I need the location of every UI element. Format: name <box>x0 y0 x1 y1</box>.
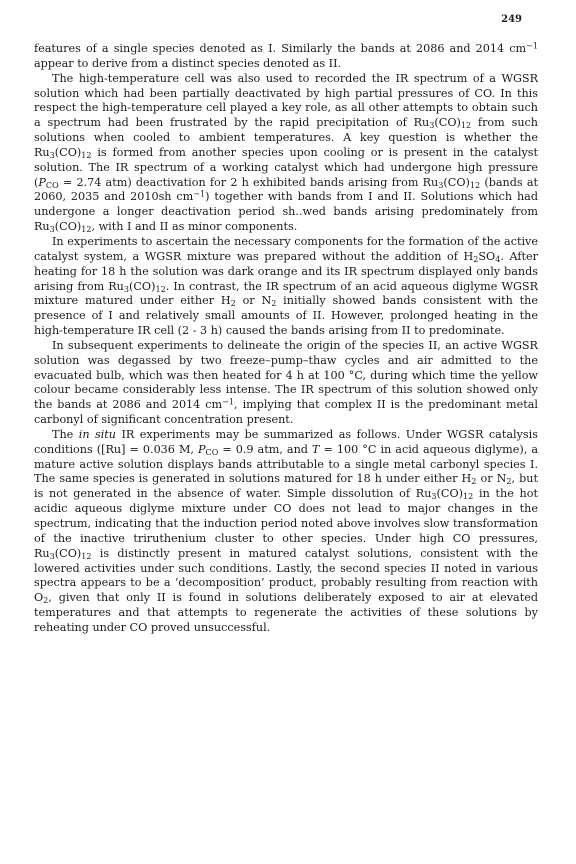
inline-subscript: 12 <box>469 180 481 190</box>
inline-subscript: 2 <box>506 477 512 487</box>
paragraph-3: In experiments to ascertain the necessary components for the formation of the active catalyst system, a WGSR mixture was prepared without the addition of $H_2SO_4$. After heating for 18 h the solution was dark orange and its IR spectrum displayed only bands arising from $Ru_3(CO)_{12}$. In contrast, the IR spectrum of an acid aqueous diglyme WGSR mixture matured under either $H_2$ or $N_2$ initially showed bands consistent with the presence of I and relatively small amounts of II. However, prolonged heating in the high-temperature IR cell (2 - 3 h) caused the bands arising from II to predominate. <box>34 234 538 338</box>
inline-subscript: CO <box>45 180 59 190</box>
inline-subscript: 12 <box>460 121 472 131</box>
inline-subscript: 12 <box>81 225 92 235</box>
inline-superscript: −1 <box>222 397 235 407</box>
inline-subscript: 12 <box>155 284 166 294</box>
inline-subscript: 3 <box>431 492 437 502</box>
paragraph-4: In subsequent experiments to delineate the origin of the species II, an active WGSR solution was degassed by two freeze–pump–thaw cycles and air admitted to the evacuated bulb, which was then heated for 4 h at 100 °C, during which time the yellow colour became considerably less intense. The IR spectrum of this solution showed only the bands at 2086 and 2014 $cm^{-1}$, implying that complex II is the predominant metal carbonyl of significant concentration present. <box>34 338 538 427</box>
inline-subscript: 3 <box>123 284 129 294</box>
inline-subscript: 12 <box>81 150 92 160</box>
inline-subscript: CO <box>205 447 219 457</box>
inline-subscript: 4 <box>495 254 501 264</box>
inline-subscript: 2 <box>471 477 477 487</box>
inline-subscript: 12 <box>81 551 92 561</box>
inline-italic: in situ <box>78 427 117 441</box>
paragraph-1: features of a single species denoted as I. Similarly the bands at 2086 and 2014 $cm^{-1}$ appear to derive from a distinct species denoted as II. <box>34 41 538 70</box>
inline-italic: T <box>311 442 320 456</box>
inline-italic: P <box>38 175 46 189</box>
inline-subscript: 12 <box>463 492 474 502</box>
inline-italic: P <box>198 442 206 456</box>
paragraph-5: The in situ IR experiments may be summarized as follows. Under WGSR catalysis conditions ([Ru] = 0.036 M, $P_{CO} = 0.9$ atm, and T = 100 °C in acid aqueous diglyme), a mature active solution displays bands attributable to a single metal carbonyl species I. The same species is generated in solutions matured for 18 h under either $H_2$ or $N_2$, but is not generated in the absence of water. Simple dissolution of $Ru_3(CO)_{12}$ in the hot acidic aqueous diglyme mixture under CO does not lead to major changes in the spectrum, indicating that the induction period noted above involves slow transformation of the inactive triruthenium cluster to other species. Under high CO pressures, $Ru_3(CO)_{12}$ is distinctly present in matured catalyst solutions, consistent with the lowered activities under such conditions. Lastly, the second species II noted in various spectra appears to be a ‘decomposition’ product, probably resulting from reaction with $O_2$, given that only II is found in solutions deliberately exposed to air at elevated temperatures and that attempts to regenerate the activities of these solutions by reheating under CO proved unsuccessful. <box>34 427 538 634</box>
inline-subscript: 3 <box>49 150 55 160</box>
inline-subscript: 2 <box>473 254 479 264</box>
inline-subscript: 2 <box>230 299 236 309</box>
body-text <box>34 42 538 636</box>
inline-superscript: −1 <box>526 41 538 51</box>
inline-subscript: 2 <box>43 596 49 606</box>
inline-subscript: 3 <box>49 551 55 561</box>
inline-subscript: 3 <box>49 225 55 235</box>
inline-subscript: 3 <box>429 121 435 131</box>
inline-superscript: −1 <box>193 189 206 199</box>
page-number: 249 <box>501 14 522 25</box>
inline-subscript: 3 <box>438 180 444 190</box>
paragraph-2: The high-temperature cell was also used to recorded the IR spectrum of a WGSR solution which had been partially deactivated by high partial pressures of CO. In this respect the high-temperature cell played a key role, as all other attempts to obtain such a spectrum had been frustrated by the rapid precipitation of $Ru_3(CO)_{12}$ from such solutions when cooled to ambient temperatures. A key question is whether the $Ru_3(CO)_{12}$ is formed from another species upon cooling or is present in the catalyst solution. The IR spectrum of a working catalyst which had undergone high pressure ($P_{CO} = 2.74$ atm) deactivation for 2 h exhibited bands arising from $Ru_3(CO)_{12}$ (bands at 2060, 2035 and 2010sh $cm^{-1}$) together with bands from I and II. Solutions which had undergone a longer deactivation period sh..wed bands arising predominately from $Ru_3(CO)_{12}$, with I and II as minor components. <box>34 71 538 235</box>
inline-subscript: 2 <box>271 299 277 309</box>
